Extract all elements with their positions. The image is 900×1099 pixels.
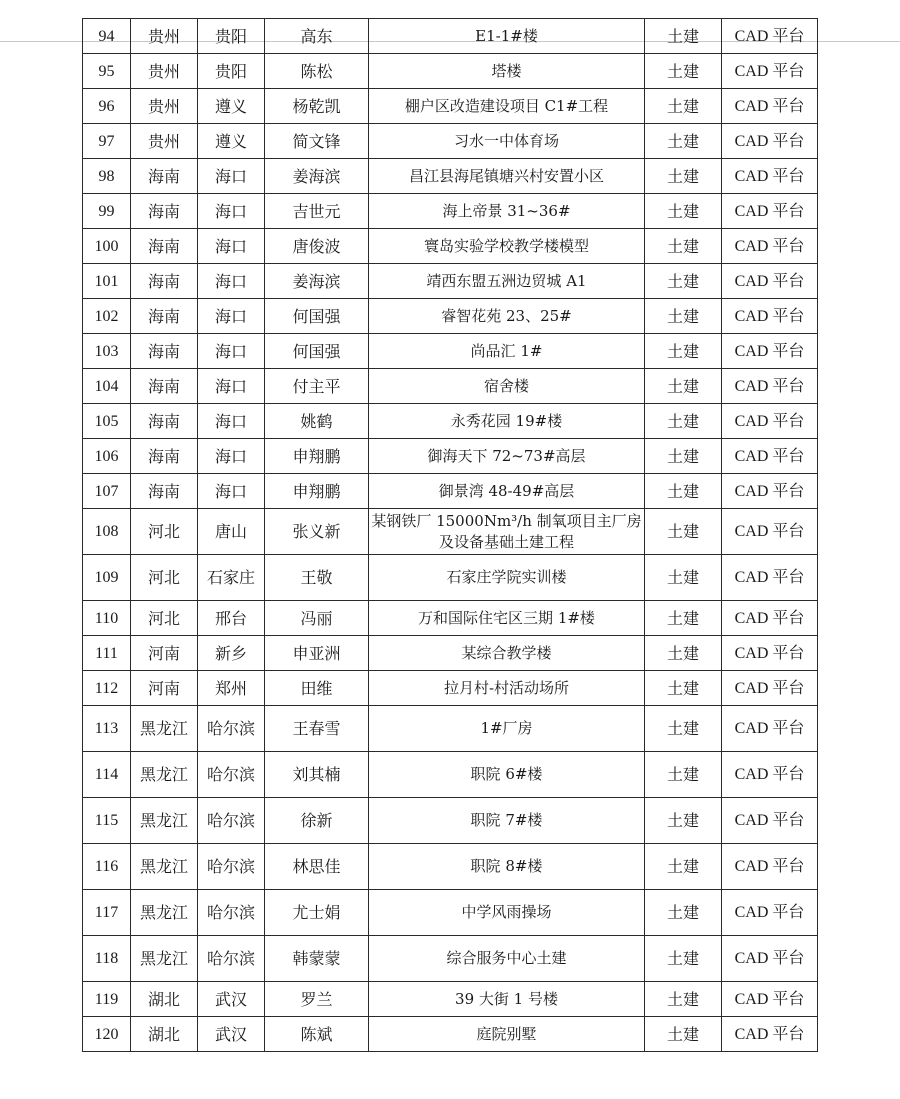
cell-name: 罗兰 [265, 982, 369, 1017]
cell-project: 万和国际住宅区三期 1#楼 [369, 601, 645, 636]
cell-name: 申翔鹏 [265, 474, 369, 509]
cell-category: 土建 [645, 124, 722, 159]
table-row [83, 890, 818, 936]
table-row [83, 159, 818, 194]
cell-project: 39 大街 1 号楼 [369, 982, 645, 1017]
cell-city: 哈尔滨 [198, 798, 265, 844]
cell-no: 103 [83, 334, 131, 369]
cell-platform: CAD 平台 [722, 299, 818, 334]
table-row [83, 706, 818, 752]
table-row [83, 334, 818, 369]
cell-province: 黑龙江 [131, 890, 198, 936]
cell-province: 黑龙江 [131, 752, 198, 798]
cell-province: 海南 [131, 194, 198, 229]
cell-no: 119 [83, 982, 131, 1017]
cell-platform: CAD 平台 [722, 509, 818, 555]
table-row [83, 19, 818, 54]
cell-platform: CAD 平台 [722, 334, 818, 369]
cell-project: 御海天下 72~73#高层 [369, 439, 645, 474]
cell-name: 杨乾凯 [265, 89, 369, 124]
cell-category: 土建 [645, 369, 722, 404]
cell-no: 118 [83, 936, 131, 982]
table-row [83, 299, 818, 334]
cell-name: 唐俊波 [265, 229, 369, 264]
cell-platform: CAD 平台 [722, 89, 818, 124]
cell-project: 综合服务中心土建 [369, 936, 645, 982]
cell-no: 97 [83, 124, 131, 159]
cell-province: 黑龙江 [131, 844, 198, 890]
cell-city: 海口 [198, 369, 265, 404]
cell-project: 棚户区改造建设项目 C1#工程 [369, 89, 645, 124]
cell-city: 海口 [198, 334, 265, 369]
cell-city: 唐山 [198, 509, 265, 555]
cell-category: 土建 [645, 509, 722, 555]
cell-no: 115 [83, 798, 131, 844]
cell-province: 海南 [131, 439, 198, 474]
cell-platform: CAD 平台 [722, 54, 818, 89]
cell-category: 土建 [645, 844, 722, 890]
table-body [83, 19, 818, 1052]
cell-category: 土建 [645, 706, 722, 752]
cell-city: 哈尔滨 [198, 706, 265, 752]
cell-city: 贵阳 [198, 54, 265, 89]
cell-platform: CAD 平台 [722, 752, 818, 798]
cell-category: 土建 [645, 601, 722, 636]
cell-project: 寰岛实验学校教学楼模型 [369, 229, 645, 264]
cell-name: 林思佳 [265, 844, 369, 890]
cell-name: 姚鹤 [265, 404, 369, 439]
cell-name: 申翔鹏 [265, 439, 369, 474]
cell-no: 96 [83, 89, 131, 124]
cell-project: 靖西东盟五洲边贸城 A1 [369, 264, 645, 299]
cell-no: 110 [83, 601, 131, 636]
cell-platform: CAD 平台 [722, 671, 818, 706]
cell-city: 海口 [198, 404, 265, 439]
table-row [83, 439, 818, 474]
cell-category: 土建 [645, 671, 722, 706]
cell-name: 陈斌 [265, 1017, 369, 1052]
cell-province: 贵州 [131, 124, 198, 159]
cell-name: 姜海滨 [265, 159, 369, 194]
cell-category: 土建 [645, 229, 722, 264]
cell-no: 101 [83, 264, 131, 299]
cell-project: 习水一中体育场 [369, 124, 645, 159]
cell-no: 102 [83, 299, 131, 334]
cell-city: 哈尔滨 [198, 844, 265, 890]
cell-city: 邢台 [198, 601, 265, 636]
cell-category: 土建 [645, 439, 722, 474]
cell-city: 贵阳 [198, 19, 265, 54]
cell-name: 王春雪 [265, 706, 369, 752]
table-row [83, 555, 818, 601]
cell-category: 土建 [645, 982, 722, 1017]
cell-platform: CAD 平台 [722, 474, 818, 509]
cell-platform: CAD 平台 [722, 982, 818, 1017]
cell-category: 土建 [645, 555, 722, 601]
cell-name: 姜海滨 [265, 264, 369, 299]
cell-name: 申亚洲 [265, 636, 369, 671]
cell-platform: CAD 平台 [722, 404, 818, 439]
cell-category: 土建 [645, 89, 722, 124]
cell-platform: CAD 平台 [722, 194, 818, 229]
cell-city: 哈尔滨 [198, 890, 265, 936]
cell-platform: CAD 平台 [722, 706, 818, 752]
cell-city: 海口 [198, 194, 265, 229]
cell-name: 何国强 [265, 334, 369, 369]
cell-province: 河北 [131, 555, 198, 601]
cell-province: 海南 [131, 404, 198, 439]
cell-project: 御景湾 48-49#高层 [369, 474, 645, 509]
cell-name: 陈松 [265, 54, 369, 89]
cell-province: 黑龙江 [131, 706, 198, 752]
cell-province: 贵州 [131, 89, 198, 124]
cell-category: 土建 [645, 159, 722, 194]
cell-platform: CAD 平台 [722, 19, 818, 54]
cell-category: 土建 [645, 264, 722, 299]
cell-category: 土建 [645, 890, 722, 936]
cell-name: 付主平 [265, 369, 369, 404]
table-row [83, 124, 818, 159]
cell-category: 土建 [645, 299, 722, 334]
cell-province: 海南 [131, 299, 198, 334]
table-row [83, 982, 818, 1017]
cell-project: 拉月村-村活动场所 [369, 671, 645, 706]
cell-city: 海口 [198, 299, 265, 334]
cell-city: 郑州 [198, 671, 265, 706]
cell-platform: CAD 平台 [722, 601, 818, 636]
cell-name: 韩蒙蒙 [265, 936, 369, 982]
cell-city: 武汉 [198, 1017, 265, 1052]
cell-city: 哈尔滨 [198, 752, 265, 798]
cell-category: 土建 [645, 752, 722, 798]
table-row [83, 229, 818, 264]
cell-platform: CAD 平台 [722, 1017, 818, 1052]
cell-no: 99 [83, 194, 131, 229]
cell-province: 湖北 [131, 1017, 198, 1052]
cell-no: 100 [83, 229, 131, 264]
cell-category: 土建 [645, 194, 722, 229]
cell-platform: CAD 平台 [722, 159, 818, 194]
cell-category: 土建 [645, 798, 722, 844]
cell-platform: CAD 平台 [722, 264, 818, 299]
cell-no: 117 [83, 890, 131, 936]
cell-province: 黑龙江 [131, 798, 198, 844]
table-row [83, 474, 818, 509]
cell-platform: CAD 平台 [722, 124, 818, 159]
cell-no: 108 [83, 509, 131, 555]
cell-no: 109 [83, 555, 131, 601]
table-row [83, 671, 818, 706]
cell-province: 海南 [131, 474, 198, 509]
cell-name: 刘其楠 [265, 752, 369, 798]
cell-no: 112 [83, 671, 131, 706]
cell-province: 河南 [131, 671, 198, 706]
cell-project: 永秀花园 19#楼 [369, 404, 645, 439]
cell-project: 1#厂房 [369, 706, 645, 752]
cell-name: 何国强 [265, 299, 369, 334]
cell-project: 海上帝景 31~36# [369, 194, 645, 229]
cell-no: 106 [83, 439, 131, 474]
cell-project: 宿舍楼 [369, 369, 645, 404]
cell-city: 石家庄 [198, 555, 265, 601]
cell-city: 遵义 [198, 124, 265, 159]
cell-province: 贵州 [131, 54, 198, 89]
table-row [83, 89, 818, 124]
cell-no: 114 [83, 752, 131, 798]
cell-category: 土建 [645, 54, 722, 89]
cell-name: 徐新 [265, 798, 369, 844]
cell-platform: CAD 平台 [722, 936, 818, 982]
cell-platform: CAD 平台 [722, 439, 818, 474]
cell-platform: CAD 平台 [722, 844, 818, 890]
cell-project: 昌江县海尾镇塘兴村安置小区 [369, 159, 645, 194]
cell-province: 海南 [131, 369, 198, 404]
cell-province: 海南 [131, 159, 198, 194]
cell-project: 睿智花苑 23、25# [369, 299, 645, 334]
cell-project: 职院 6#楼 [369, 752, 645, 798]
cell-city: 海口 [198, 439, 265, 474]
cell-city: 武汉 [198, 982, 265, 1017]
cell-no: 104 [83, 369, 131, 404]
table-row [83, 264, 818, 299]
cell-name: 张义新 [265, 509, 369, 555]
table-row [83, 752, 818, 798]
cell-province: 河北 [131, 509, 198, 555]
table-row [83, 1017, 818, 1052]
cell-name: 高东 [265, 19, 369, 54]
cell-project: 塔楼 [369, 54, 645, 89]
cell-category: 土建 [645, 404, 722, 439]
cell-no: 120 [83, 1017, 131, 1052]
cell-category: 土建 [645, 636, 722, 671]
cell-name: 王敬 [265, 555, 369, 601]
cell-no: 94 [83, 19, 131, 54]
cell-province: 黑龙江 [131, 936, 198, 982]
cell-name: 尤士娟 [265, 890, 369, 936]
cell-city: 海口 [198, 159, 265, 194]
cell-category: 土建 [645, 19, 722, 54]
cell-project: 中学风雨操场 [369, 890, 645, 936]
cell-no: 107 [83, 474, 131, 509]
cell-city: 海口 [198, 264, 265, 299]
table-row [83, 54, 818, 89]
cell-no: 116 [83, 844, 131, 890]
cell-name: 田维 [265, 671, 369, 706]
cell-city: 海口 [198, 474, 265, 509]
cell-project: 石家庄学院实训楼 [369, 555, 645, 601]
cell-platform: CAD 平台 [722, 369, 818, 404]
cell-city: 哈尔滨 [198, 936, 265, 982]
cell-city: 遵义 [198, 89, 265, 124]
table-row [83, 601, 818, 636]
cell-province: 海南 [131, 334, 198, 369]
cell-category: 土建 [645, 474, 722, 509]
cell-no: 98 [83, 159, 131, 194]
cell-project: 某钢铁厂 15000Nm³/h 制氧项目主厂房及设备基础土建工程 [369, 509, 645, 555]
cell-province: 贵州 [131, 19, 198, 54]
cell-project: 某综合教学楼 [369, 636, 645, 671]
cell-category: 土建 [645, 334, 722, 369]
cell-city: 海口 [198, 229, 265, 264]
cell-platform: CAD 平台 [722, 890, 818, 936]
cell-no: 111 [83, 636, 131, 671]
table-row [83, 369, 818, 404]
table-row [83, 509, 818, 555]
cell-project: 庭院别墅 [369, 1017, 645, 1052]
cell-province: 河南 [131, 636, 198, 671]
project-list-table [82, 18, 818, 1052]
table-row [83, 844, 818, 890]
cell-platform: CAD 平台 [722, 555, 818, 601]
table-row [83, 194, 818, 229]
cell-name: 冯丽 [265, 601, 369, 636]
cell-platform: CAD 平台 [722, 798, 818, 844]
table-row [83, 404, 818, 439]
cell-project: 职院 8#楼 [369, 844, 645, 890]
cell-province: 河北 [131, 601, 198, 636]
cell-project: E1-1#楼 [369, 19, 645, 54]
cell-city: 新乡 [198, 636, 265, 671]
cell-no: 105 [83, 404, 131, 439]
cell-project: 尚品汇 1# [369, 334, 645, 369]
cell-no: 113 [83, 706, 131, 752]
cell-category: 土建 [645, 1017, 722, 1052]
table-row [83, 936, 818, 982]
cell-name: 吉世元 [265, 194, 369, 229]
cell-category: 土建 [645, 936, 722, 982]
cell-province: 海南 [131, 229, 198, 264]
cell-province: 海南 [131, 264, 198, 299]
cell-platform: CAD 平台 [722, 636, 818, 671]
cell-platform: CAD 平台 [722, 229, 818, 264]
cell-no: 95 [83, 54, 131, 89]
cell-project: 职院 7#楼 [369, 798, 645, 844]
cell-province: 湖北 [131, 982, 198, 1017]
cell-name: 简文锋 [265, 124, 369, 159]
table-row [83, 636, 818, 671]
table-row [83, 798, 818, 844]
